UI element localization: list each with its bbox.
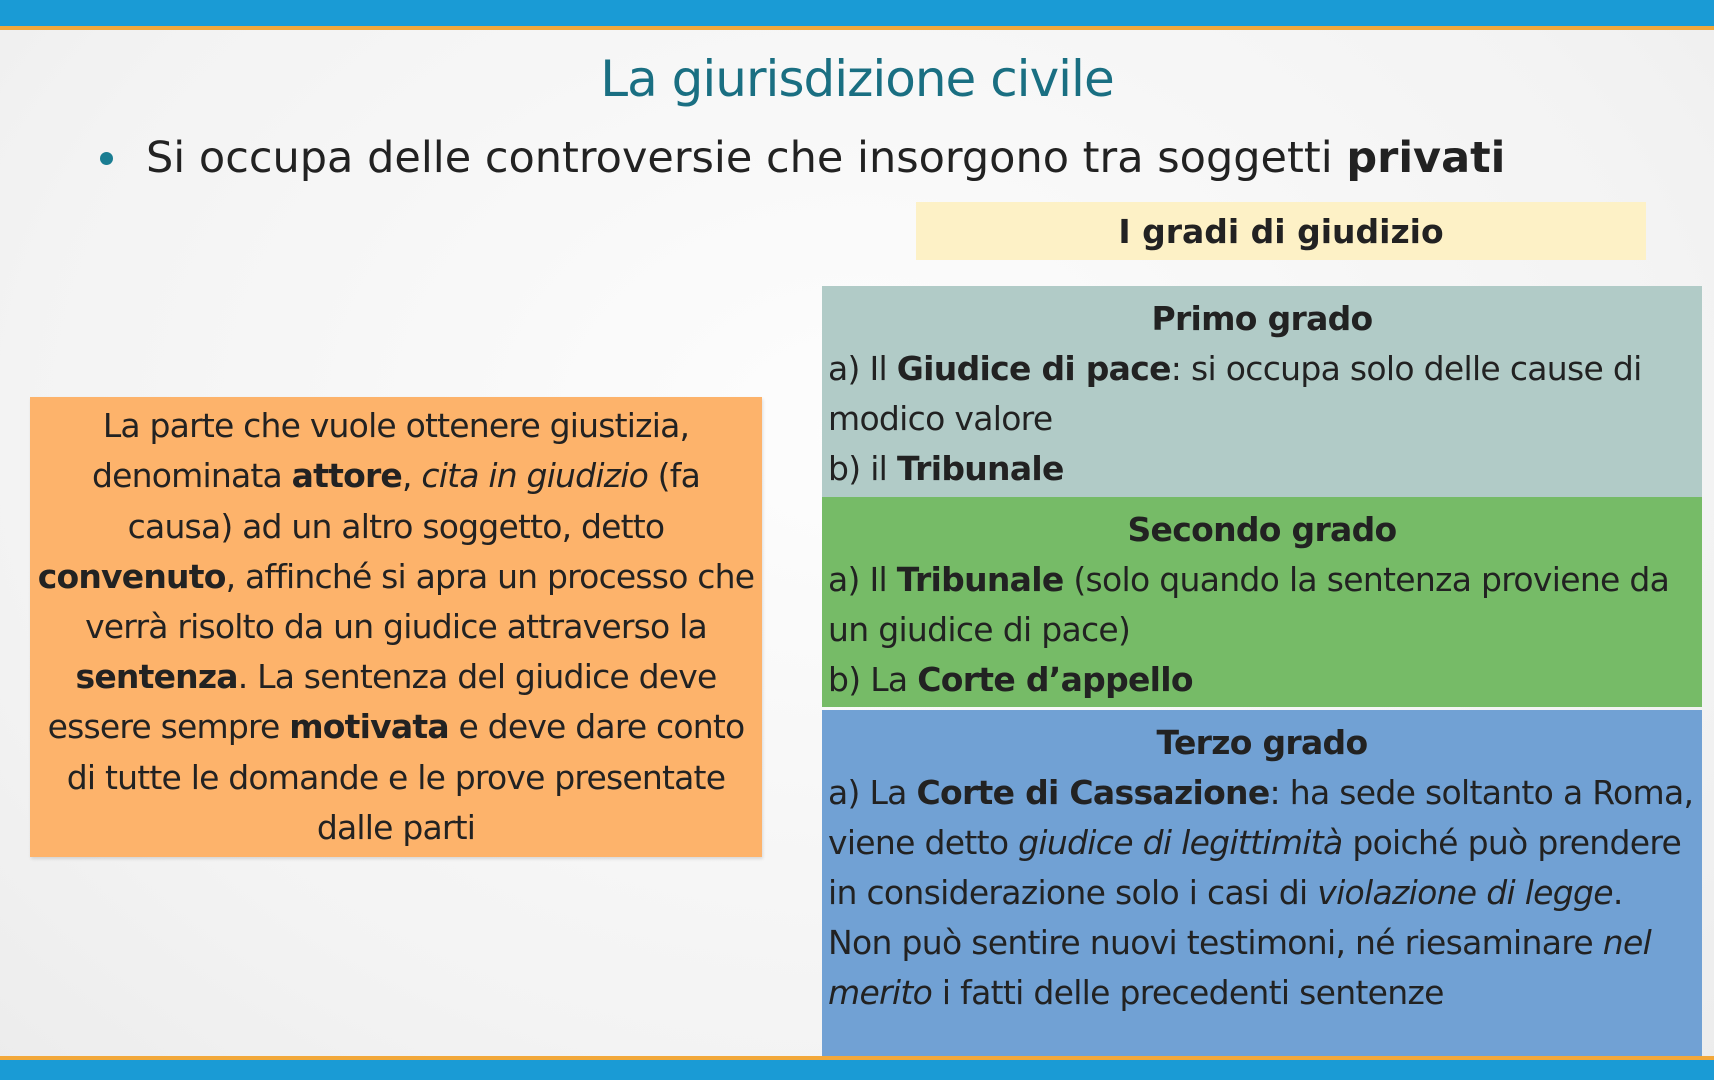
text-run-normal: e deve dare conto di tutte le domande e le prove presentate dalle parti <box>66 707 745 847</box>
text-run-normal: (solo quando la sentenza proviene da un giudice di pace) <box>828 560 1670 649</box>
secondo-grado-box <box>822 497 1702 707</box>
text-run-normal: b) La <box>828 660 918 699</box>
description-text <box>36 401 756 853</box>
text-run-normal: : si occupa solo delle cause di modico valore <box>828 349 1642 438</box>
text-run-italic: cita in giudizio <box>421 456 648 496</box>
text-run-bold: motivata <box>289 707 449 747</box>
text-run-bold: Corte d’appello <box>917 660 1193 699</box>
slide-title: La giurisdizione civile <box>600 50 1114 108</box>
text-run-bold: Giudice di pace <box>896 349 1171 388</box>
bullet-text <box>146 133 1505 183</box>
text-run-bold: Tribunale <box>896 560 1064 599</box>
terzo-grado-title: Terzo grado <box>1156 723 1368 762</box>
description-box <box>30 397 762 857</box>
text-run-bold: attore <box>291 456 403 496</box>
bullet-text-bold: privati <box>1346 133 1506 183</box>
primo-grado-box <box>822 286 1702 497</box>
text-run-italic: nel merito <box>828 923 1652 1012</box>
bottom-accent-bar <box>0 1056 1714 1080</box>
top-accent-bar <box>0 0 1714 30</box>
terzo-grado-item-a <box>828 768 1696 1018</box>
text-run-normal: . Non può sentire nuovi testimoni, né riesaminare <box>828 873 1623 962</box>
text-run-normal: a) La <box>828 773 917 812</box>
text-run-normal: , <box>402 456 422 496</box>
text-run-italic: violazione di legge <box>1317 873 1613 912</box>
text-run-bold: sentenza <box>75 657 238 697</box>
primo-grado-item-b <box>828 444 1696 494</box>
text-run-normal: a) Il <box>828 349 897 388</box>
text-run-normal: , affinché si apra un processo che verrà risolto da un giudice attraverso la <box>85 556 755 646</box>
text-run-italic: giudice di legittimità <box>1018 823 1343 862</box>
text-run-normal: (fa causa) ad un altro soggetto, detto <box>127 456 700 546</box>
bullet-icon <box>100 152 113 165</box>
bullet-item <box>100 133 1505 183</box>
text-run-normal: : ha sede soltanto a Roma, viene detto <box>828 773 1694 862</box>
text-run-bold: convenuto <box>37 556 226 596</box>
text-run-normal: . La sentenza del giudice deve essere sempre <box>47 657 717 747</box>
text-run-normal: b) il <box>828 449 897 488</box>
text-run-bold: Corte di Cassazione <box>916 773 1270 812</box>
text-run-normal: La parte che vuole ottenere giustizia, denominata <box>91 406 690 496</box>
text-run-bold: Tribunale <box>896 449 1064 488</box>
bullet-text-normal: Si occupa delle controversie che insorgono tra soggetti <box>146 133 1347 183</box>
secondo-grado-title: Secondo grado <box>1127 510 1397 549</box>
text-run-normal: poiché può prendere in considerazione solo i casi di <box>828 823 1682 912</box>
primo-grado-title: Primo grado <box>1151 299 1373 338</box>
text-run-normal: i fatti delle precedenti sentenze <box>932 973 1444 1012</box>
text-run-normal: a) Il <box>828 560 897 599</box>
primo-grado-item-a <box>828 344 1696 444</box>
secondo-grado-item-b <box>828 655 1696 705</box>
secondo-grado-item-a <box>828 555 1696 655</box>
gradi-header: I gradi di giudizio <box>916 202 1646 260</box>
terzo-grado-box <box>822 710 1702 1066</box>
